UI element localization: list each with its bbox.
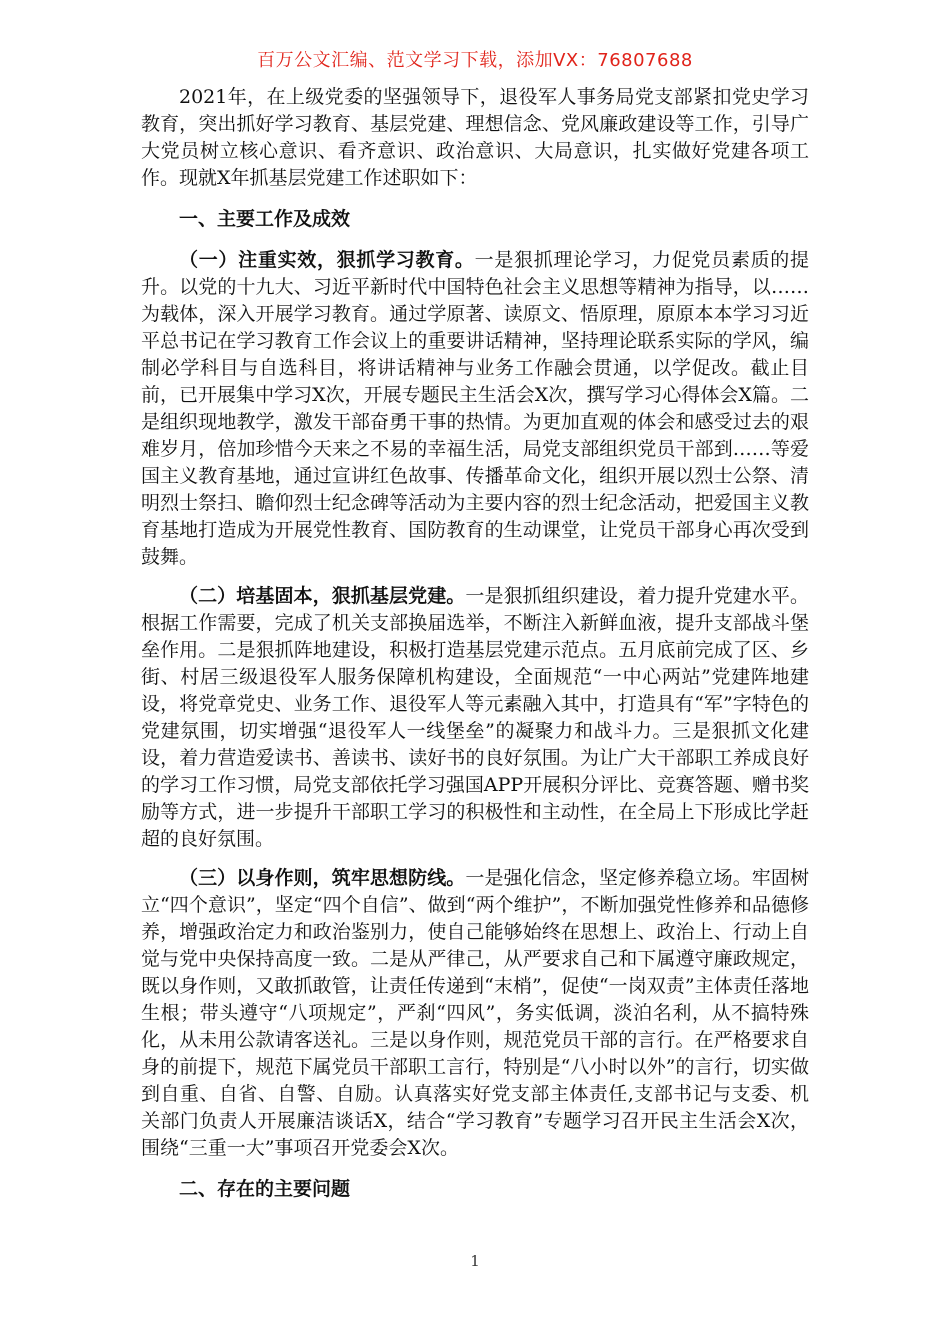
paragraph-study-education	[141, 247, 809, 571]
paragraph-ideological-defense	[141, 865, 809, 1162]
document-body	[141, 84, 809, 1217]
header-banner: 百万公文汇编、范文学习下载，添加VX：76807688	[257, 50, 693, 71]
paragraph-text: 一是狠抓组织建设，着力提升党建水平。根据工作需要，完成了机关支部换届选举，不断注入新鲜血液，提升支部战斗堡垒作用。二是狠抓阵地建设，积极打造基层党建示范点。五月底前完成了区、乡街、村居三级退役军人服务保障机构建设，全面规范“一中心两站”党建阵地建设，将党章党史、业务工作、退役军人等元素融入其中，打造具有“军”字特色的党建氛围，切实增强“退役军人一线堡垒”的凝聚力和战斗力。三是狠抓文化建设，着力营造爱读书、善读书、读好书的良好氛围。为让广大干部职工养成良好的学习工作习惯，局党支部依托学习强国APP开展积分评比、竞赛答题、赠书奖励等方式，进一步提升干部职工学习的积极性和主动性，在全局上下形成比学赶超的良好氛围。	[141, 585, 809, 850]
paragraph-lead: （二）培基固本，狠抓基层党建。	[179, 585, 466, 607]
paragraph-lead: （一）注重实效，狠抓学习教育。	[179, 249, 475, 271]
intro-paragraph: 2021年，在上级党委的坚强领导下，退役军人事务局党支部紧扣党史学习教育，突出抓好学习教育、基层党建、理想信念、党风廉政建设等工作，引导广大党员树立核心意识、看齐意识、政治意识、大局意识，扎实做好党建各项工作。现就X年抓基层党建工作述职如下：	[141, 86, 809, 189]
paragraph-text: 一是强化信念，坚定修养稳立场。牢固树立“四个意识”，坚定“四个自信”、做到“两个维护”，不断加强党性修养和品德修养，增强政治定力和政治鉴别力，使自己能够始终在思想上、政治上、行动上自觉与党中央保持高度一致。二是从严律己，从严要求自己和下属遵守廉政规定，既以身作则，又敢抓敢管，让责任传递到“末梢”，促使“一岗双责”主体责任落地生根；带头遵守“八项规定”，严刹“四风”，务实低调，淡泊名利，从不搞特殊化，从未用公款请客送礼。三是以身作则，规范党员干部的言行。在严格要求自身的前提下，规范下属党员干部职工言行，特别是“八小时以外”的言行，切实做到自重、自省、自警、自励。认真落实好党支部主体责任,支部书记与支委、机关部门负责人开展廉洁谈话X，结合“学习教育”专题学习召开民主生活会X次，围绕“三重一大”事项召开党委会X次。	[141, 867, 809, 1159]
paragraph-grassroots-party	[141, 583, 809, 853]
paragraph-lead: （三）以身作则，筑牢思想防线。	[179, 867, 466, 889]
section-heading-main-work: 一、主要工作及成效	[179, 208, 351, 230]
page-number: 1	[470, 1252, 480, 1270]
section-heading-problems: 二、存在的主要问题	[179, 1178, 351, 1200]
paragraph-text: 一是狠抓理论学习，力促党员素质的提升。以党的十九大、习近平新时代中国特色社会主义思想等精神为指导，以……为载体，深入开展学习教育。通过学原著、读原文、悟原理，原原本本学习习近平总书记在学习教育工作会议上的重要讲话精神，坚持理论联系实际的学风，编制必学科目与自选科目，将讲话精神与业务工作融会贯通，以学促改。截止目前，已开展集中学习X次，开展专题民主生活会X次，撰写学习心得体会X篇。二是组织现地教学，激发干部奋勇干事的热情。为更加直观的体会和感受过去的艰难岁月，倍加珍惜今天来之不易的幸福生活，局党支部组织党员干部到……等爱国主义教育基地，通过宣讲红色故事、传播革命文化，组织开展以烈士公祭、清明烈士祭扫、瞻仰烈士纪念碑等活动为主要内容的烈士纪念活动，把爱国主义教育基地打造成为开展党性教育、国防教育的生动课堂，让党员干部身心再次受到鼓舞。	[141, 249, 809, 568]
